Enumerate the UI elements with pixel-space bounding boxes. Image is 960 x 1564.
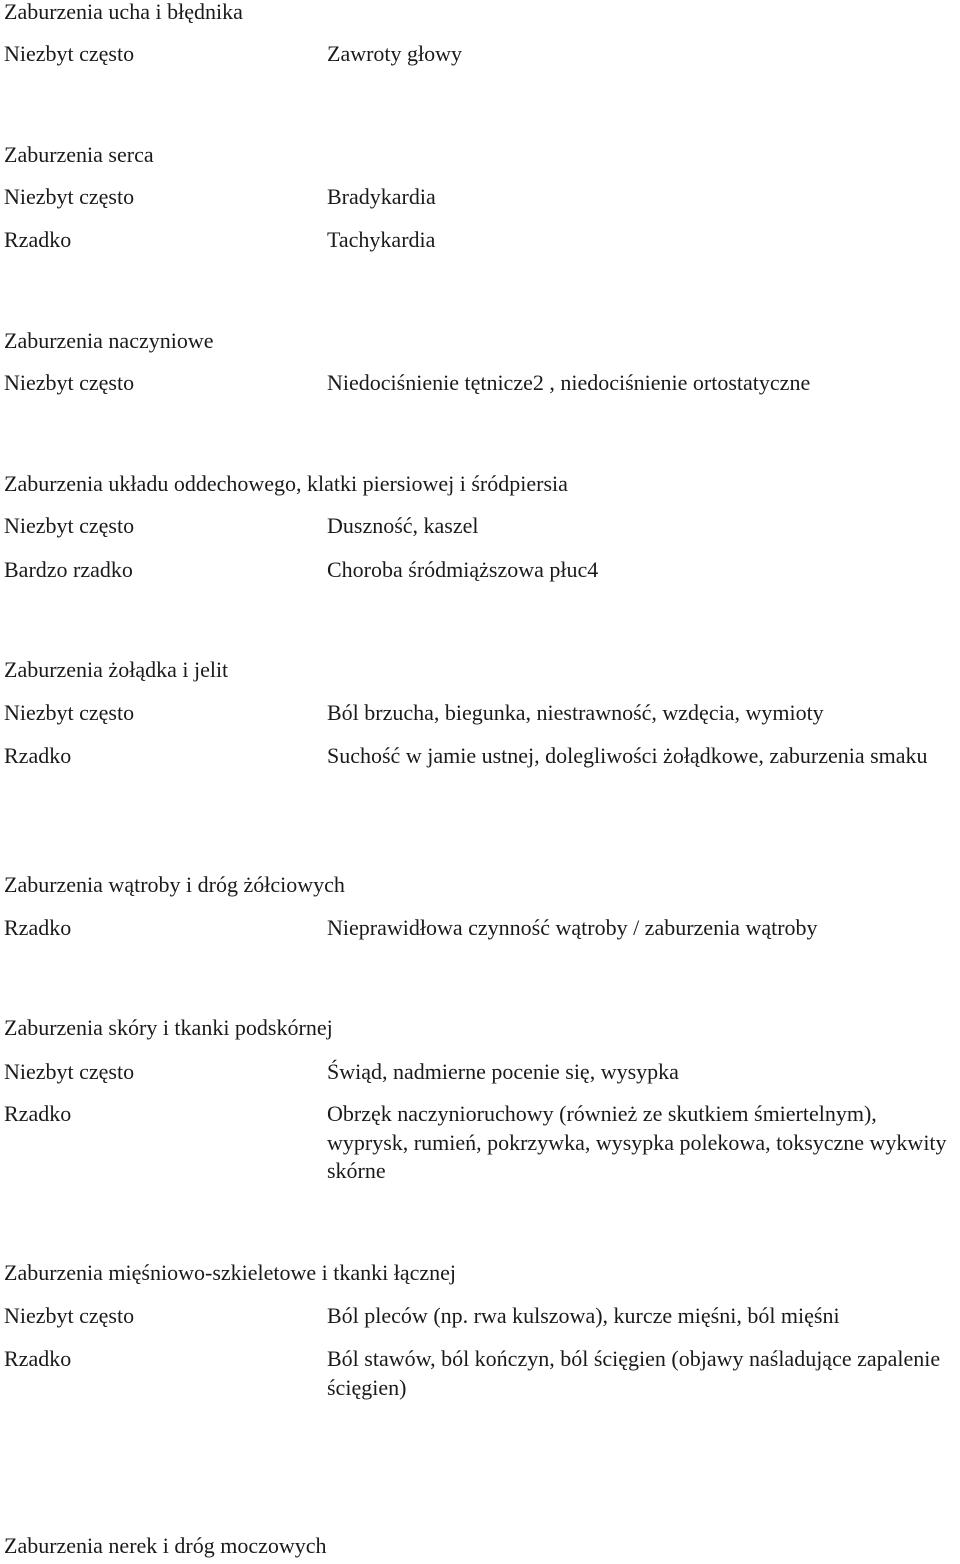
adverse-effect-text: Suchość w jamie ustnej, dolegliwości żołądkowe, zaburzenia smaku bbox=[327, 743, 928, 768]
adverse-effect-text: Choroba śródmiąższowa płuc4 bbox=[327, 557, 599, 582]
frequency-label: Bardzo rzadko bbox=[4, 557, 133, 582]
section-heading: Zaburzenia naczyniowe bbox=[4, 328, 214, 353]
frequency-label: Rzadko bbox=[4, 1101, 72, 1126]
section-heading: Zaburzenia ucha i błędnika bbox=[4, 0, 243, 24]
section-heading: Zaburzenia serca bbox=[4, 142, 154, 167]
section-heading: Zaburzenia nerek i dróg moczowych bbox=[4, 1533, 327, 1558]
frequency-label: Niezbyt często bbox=[4, 513, 135, 538]
section-heading: Zaburzenia wątroby i dróg żółciowych bbox=[4, 872, 345, 897]
frequency-label: Niezbyt często bbox=[4, 41, 135, 66]
adverse-effect-text: Zawroty głowy bbox=[327, 41, 463, 66]
frequency-label: Niezbyt często bbox=[4, 370, 135, 395]
adverse-effect-text: Tachykardia bbox=[327, 227, 436, 252]
frequency-label: Niezbyt często bbox=[4, 1303, 135, 1328]
section-heading: Zaburzenia żołądka i jelit bbox=[4, 657, 229, 682]
frequency-label: Niezbyt często bbox=[4, 700, 135, 725]
adverse-effect-text: Bradykardia bbox=[327, 184, 436, 209]
frequency-label: Niezbyt często bbox=[4, 184, 135, 209]
adverse-effect-text: Świąd, nadmierne pocenie się, wysypka bbox=[327, 1059, 679, 1084]
adverse-effect-text: Ból pleców (np. rwa kulszowa), kurcze mięśni, ból mięśni bbox=[327, 1303, 840, 1328]
adverse-effect-text: Ból brzucha, biegunka, niestrawność, wzdęcia, wymioty bbox=[327, 700, 824, 725]
frequency-label: Rzadko bbox=[4, 743, 72, 768]
section-heading: Zaburzenia skóry i tkanki podskórnej bbox=[4, 1015, 333, 1040]
section-heading: Zaburzenia mięśniowo-szkieletowe i tkanki łącznej bbox=[4, 1260, 457, 1285]
adverse-effect-text: Niedociśnienie tętnicze2 , niedociśnienie ortostatyczne bbox=[327, 370, 811, 395]
adverse-effect-text: Duszność, kaszel bbox=[327, 513, 479, 538]
adverse-effect-text: Nieprawidłowa czynność wątroby / zaburzenia wątroby bbox=[327, 915, 818, 940]
frequency-label: Rzadko bbox=[4, 1346, 72, 1371]
frequency-label: Rzadko bbox=[4, 915, 72, 940]
frequency-label: Rzadko bbox=[4, 227, 72, 252]
adverse-effect-text: Obrzęk naczynioruchowy (również ze skutkiem śmiertelnym), wyprysk, rumień, pokrzywka, wysypka polekowa, toksyczne wykwity skórne bbox=[327, 1101, 947, 1183]
section-heading: Zaburzenia układu oddechowego, klatki piersiowej i śródpiersia bbox=[4, 471, 568, 496]
frequency-label: Niezbyt często bbox=[4, 1059, 135, 1084]
adverse-effect-text: Ból stawów, ból kończyn, ból ścięgien (objawy naśladujące zapalenie ścięgien) bbox=[327, 1346, 941, 1400]
